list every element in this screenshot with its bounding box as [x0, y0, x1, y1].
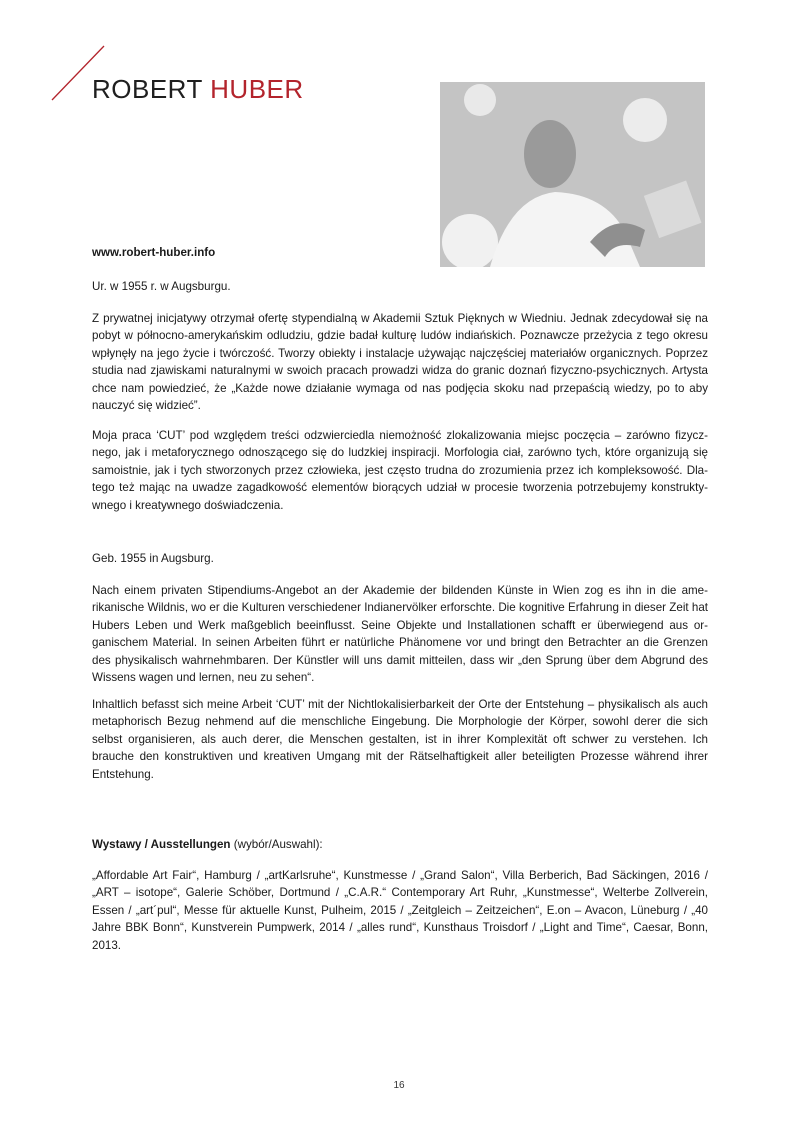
bio-polish-paragraph-2 [92, 427, 708, 514]
exhibitions-heading [92, 836, 708, 853]
born-german [92, 550, 708, 567]
born-german-text: Geb. 1955 in Augsburg. [92, 552, 214, 565]
portrait-photo [440, 82, 705, 267]
website-link[interactable]: www.robert-huber.info [92, 246, 216, 259]
bio-german-text-1: Nach einem privaten Stipendiums-Angebot an der Akademie der bildenden Künste in Wien zog es ihn in die amerikanische Wildnis, wo er die Kulturen verschiedener Indianervölker erforschte. Die kognitive Erfahrung in dieser Zeit hat Hubers Leben und Werk maßgeblich beeinflusst. Seine Objekte und Installationen schafft er überwiegend aus organischem Material. In seinen Arbeiten führt er natürliche Phänomene vor und bringt den Betrachter an die Grenzen des physikalisch wahrnehmbaren. Der Künstler will uns damit mitteilen, dass wir „den Sprung über dem Abgrund des Wissens wagen und lernen, neu zu sehen“. [92, 584, 708, 685]
bio-polish-text-1: Z prywatnej inicjatywy otrzymał ofertę stypendialną w Akademii Sztuk Pięknych w Wiedniu. Jednak zdecydował się na pobyt w północno-amerykańskim odludziu, gdzie badał kulturę ludów indiańskich. Poznawcze przeżycia z tego okresu wpłynęły na jego życie i twórczość. Tworzy obiekty i instalacje używając najczęściej materiałów organicznych. Poprzez studia nad zjawiskami naturalnymi w swoich pracach prowadzi widza do granic doznań fizyczno-psychicznych. Artysta chce nam powiedzieć, że „Każde nowe działanie wymaga od nas podjęcia skoku nad przepaścią wiedzy, po to aby nauczyć się widzieć”. [92, 312, 708, 413]
bio-german-paragraph-2 [92, 696, 708, 783]
bio-polish-paragraph-1 [92, 310, 708, 414]
bio-polish-text-2: Moja praca ‘CUT’ pod względem treści odzwierciedla niemożność zlokalizowania miejsc poczęcia – zarówno fizycznego, jak i metaforycznego odnoszącego się do ludzkiej inspiracji. Morfologia ciał, zarówno tych, które organizują się samoistnie, jak i tych stworzonych przez człowieka, jest często trudna do zrozumienia przez ich kompleksowość. Dlatego też mając na uwadze zagadkowość elementów biorących udział w procesie tworzenia potrzebujemy konstruktywnego i kreatywnego doświadczenia. [92, 429, 708, 512]
born-polish-text: Ur. w 1955 r. w Augsburgu. [92, 280, 231, 293]
exhibitions-list-text: „Affordable Art Fair“, Hamburg / „artKarlsruhe“, Kunstmesse / „Grand Salon“, Villa Berberich, Bad Säckingen, 2016 / „ART – isotope“, Galerie Schöber, Dortmund / „C.A.R.“ Contemporary Art Ruhr, „Kunstmesse“, Welterbe Zollverein, Essen / „art´pul“, Messe für aktuelle Kunst, Pulheim, 2015 / „Zeitgleich – Zeitzeichen“, E.on – Avacon, Lüneburg / „40 Jahre BBK Bonn“, Kunstverein Pumpwerk, 2014 / „alles rund“, Kunsthaus Troisdorf / „Light and Time“, Caesar, Bonn, 2013. [92, 869, 708, 952]
born-polish [92, 278, 708, 295]
page-number: 16 [393, 1080, 405, 1091]
exhibitions-list [92, 867, 708, 954]
exhibitions-heading-bold: Wystawy / Ausstellungen [92, 838, 231, 851]
logo-last-name: HUBER [210, 74, 304, 104]
bio-german-paragraph-1 [92, 582, 708, 686]
exhibitions-heading-rest: (wybór/Auswahl): [230, 838, 323, 851]
logo-first-name: ROBERT [92, 74, 203, 104]
logo [92, 74, 304, 105]
bio-german-text-2: Inhaltlich befasst sich meine Arbeit ‘CUT’ mit der Nichtlokalisierbarkeit der Orte der Entstehung – physikalisch als auch metaphorisch Bezug nehmend auf die menschliche Eingebung. Die Morphologie der Körper, sowohl derer die sich selbst organisieren, als auch derer, die Menschen gestalten, ist in ihrer Komplexität oft schwer zu verstehen. Ich brauche den konstruktiven und kreativen Umgang mit der Rätselhaftigkeit aller beteiligten Prozesse während ihrer Entstehung. [92, 698, 708, 781]
